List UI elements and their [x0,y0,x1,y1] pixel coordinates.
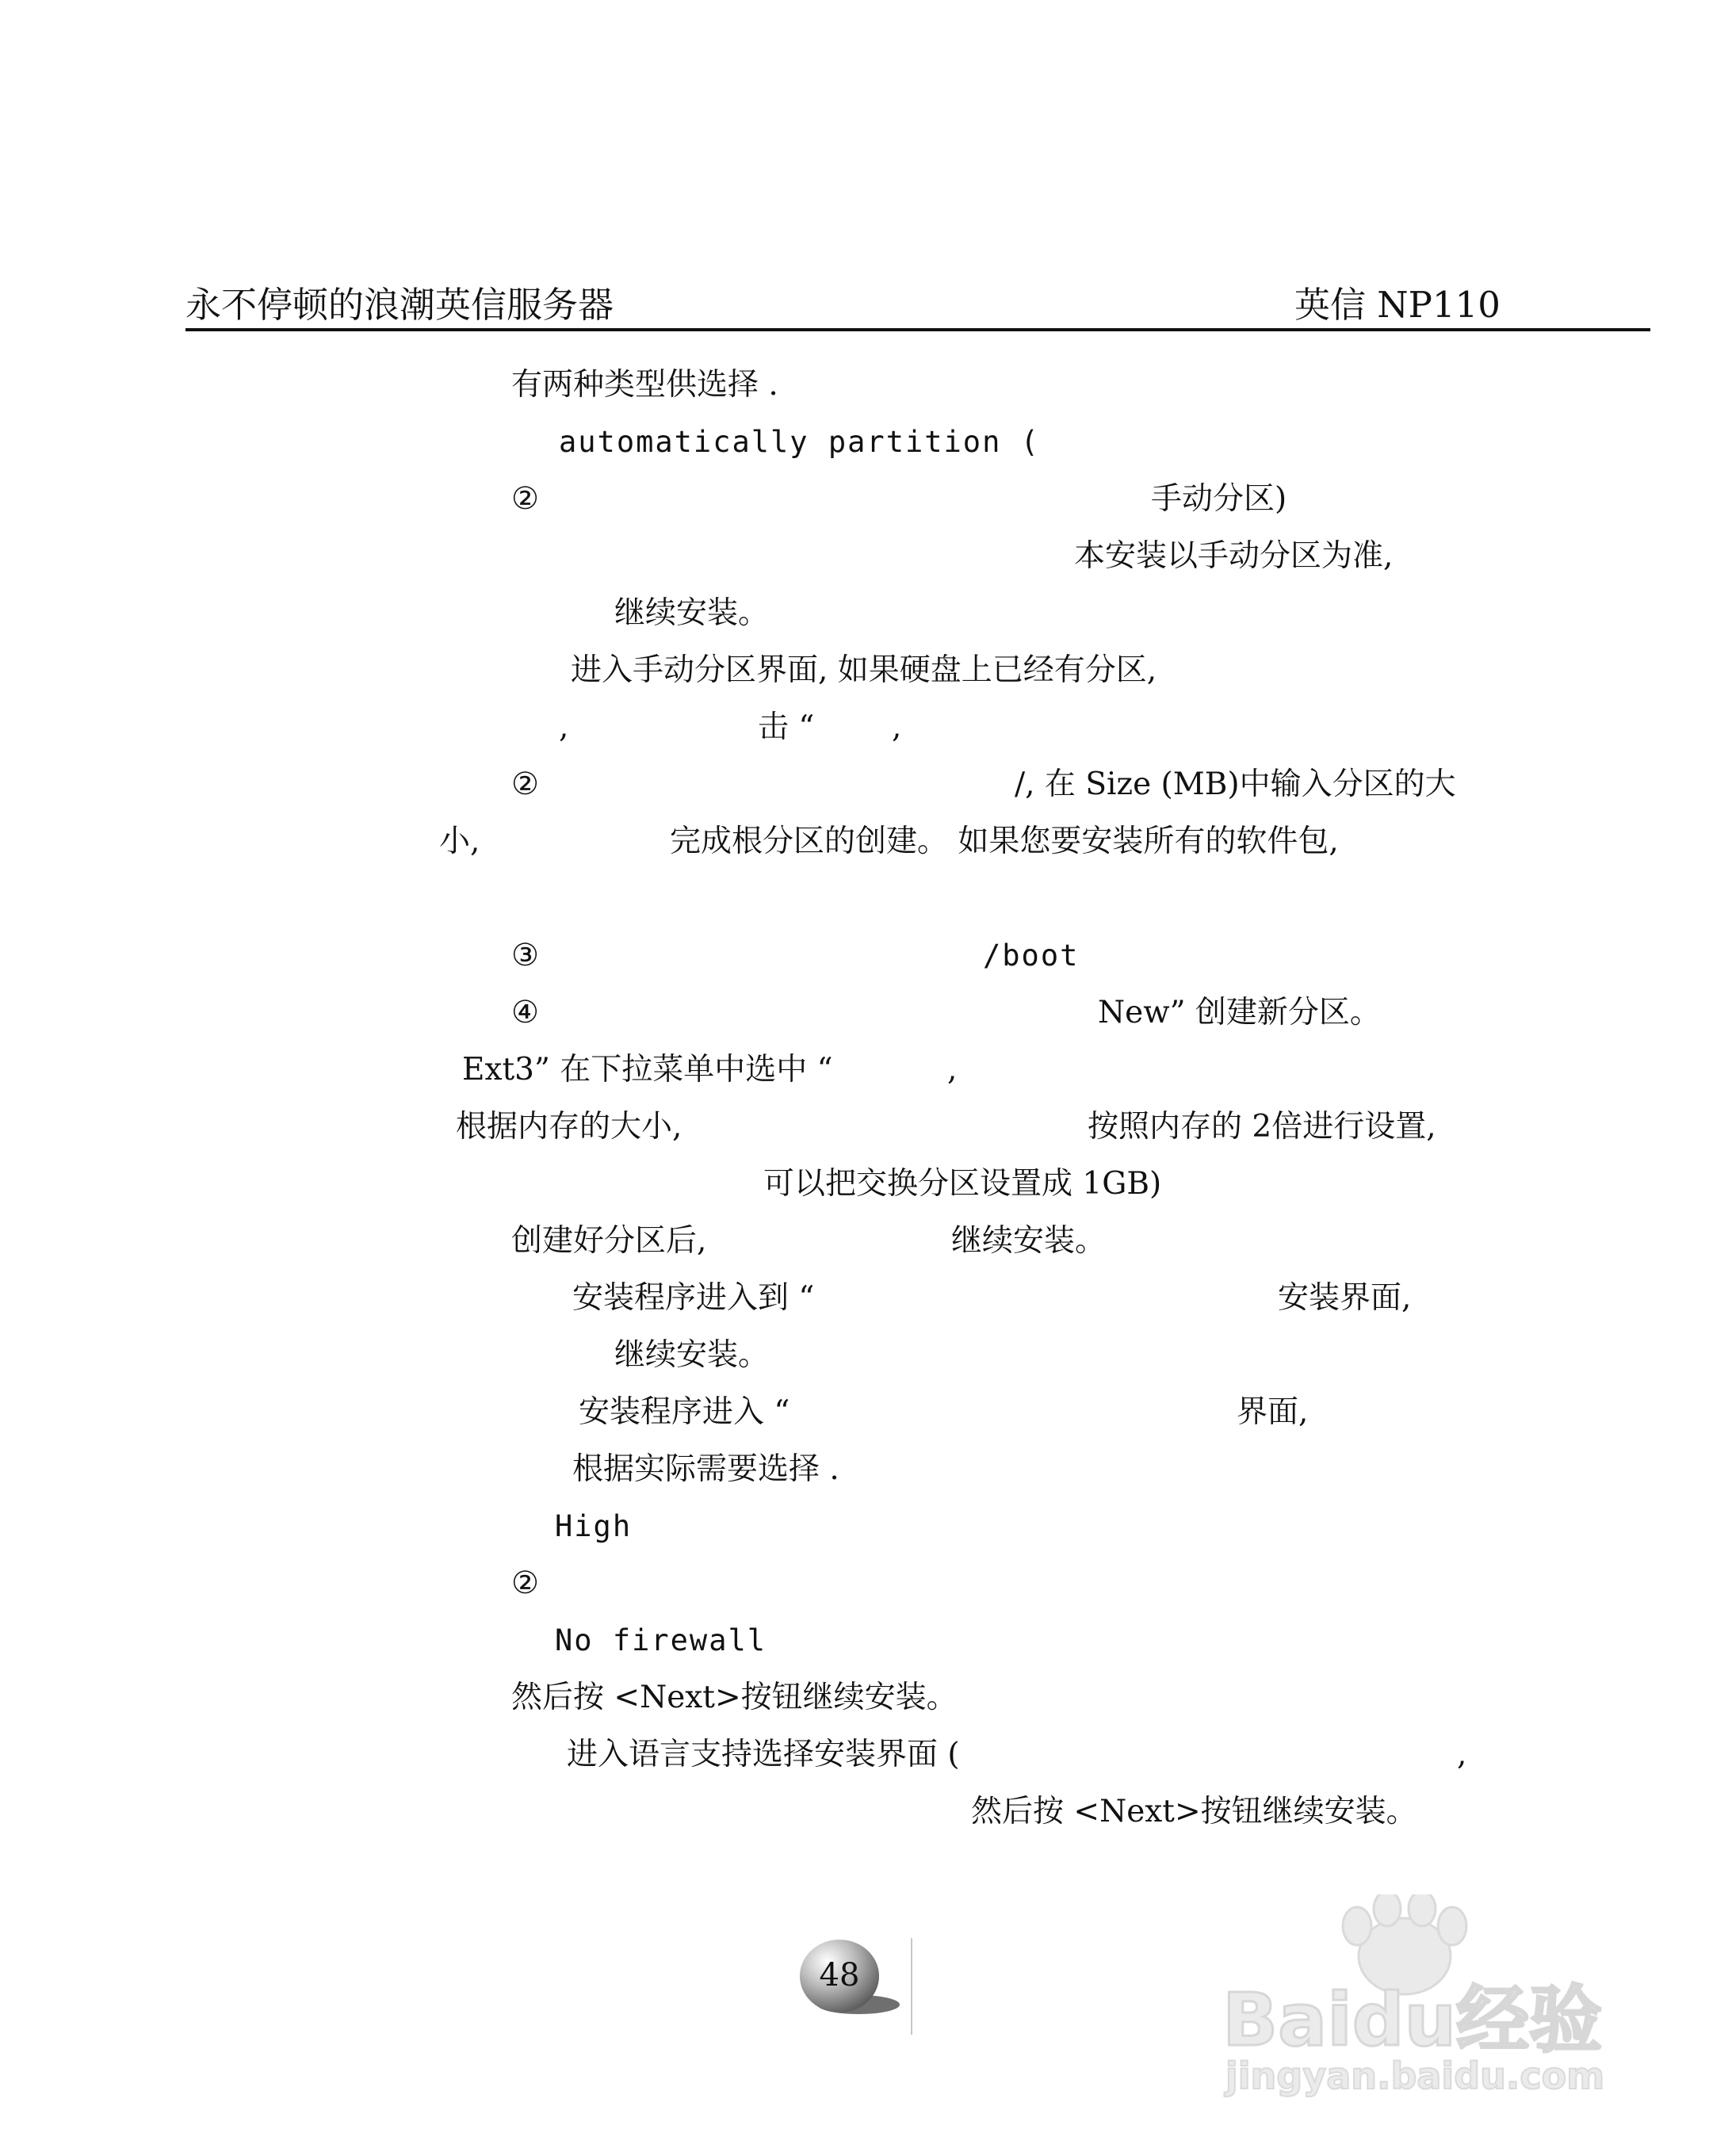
header-rule [185,328,1650,331]
body-line: 继续安装。 [614,1337,770,1373]
body-line: 按照内存的 2倍进行设置, [1088,1109,1436,1145]
body-line: High [555,1509,633,1543]
circled-number: ② [511,481,539,517]
body-line: , [559,709,569,745]
body-line: 然后按 <Next>按钮继续安装。 [511,1680,958,1715]
body-line: 击 “ [758,709,815,745]
body-line: 安装程序进入 “ [579,1394,790,1430]
baidu-watermark [1206,1894,1619,2101]
body-line: 安装界面, [1278,1280,1412,1316]
body-line: New” 创建新分区。 [1098,995,1381,1030]
body-line: 继续安装。 [614,595,770,631]
body-line: 根据实际需要选择 . [572,1451,839,1487]
body-line: Ext3” 在下拉菜单中选中 “ [462,1052,833,1088]
body-line: , [892,709,902,745]
header-right-title: 英信 NP110 [1294,284,1501,326]
body-line: 根据内存的大小, [456,1109,682,1145]
circled-number: ③ [511,938,539,973]
body-line: , [1457,1737,1467,1772]
body-line: 创建好分区后, [511,1223,707,1259]
body-line: 进入语言支持选择安装界面 ( [567,1737,960,1772]
header-left-title: 永不停顿的浪潮英信服务器 [185,284,614,326]
body-line: 完成根分区的创建。 如果您要安装所有的软件包, [670,824,1339,859]
circled-number: ④ [511,995,539,1030]
body-line: 继续安装。 [951,1223,1107,1259]
watermark-url: jingyan.baidu.com [1225,2055,1605,2097]
body-line: 小, [439,824,480,859]
body-line: /boot [983,938,1080,973]
body-line: 界面, [1237,1394,1309,1430]
body-line: No firewall [555,1623,767,1657]
body-line: 本安装以手动分区为准, [1074,538,1394,574]
body-line: , [947,1052,958,1088]
page-number: 48 [819,1957,860,1994]
body-line: 可以把交换分区设置成 1GB) [763,1166,1162,1202]
body-line: automatically partition ( [559,425,1040,459]
baidu-paw-icon [1206,1894,1619,2101]
page-number-badge [789,1940,900,2019]
page-number-divider [911,1938,912,2035]
body-line: 安装程序进入到 “ [572,1280,815,1316]
body-line: 进入手动分区界面, 如果硬盘上已经有分区, [571,652,1157,688]
circled-number: ② [511,766,539,802]
body-line: /, 在 Size (MB)中输入分区的大 [1015,766,1456,802]
body-line: 手动分区) [1151,481,1287,517]
body-line: 然后按 <Next>按钮继续安装。 [971,1794,1417,1829]
watermark-brand: Baidu经验 [1222,1978,1603,2062]
body-line: 有两种类型供选择 . [511,367,778,403]
circled-number: ② [511,1565,539,1601]
